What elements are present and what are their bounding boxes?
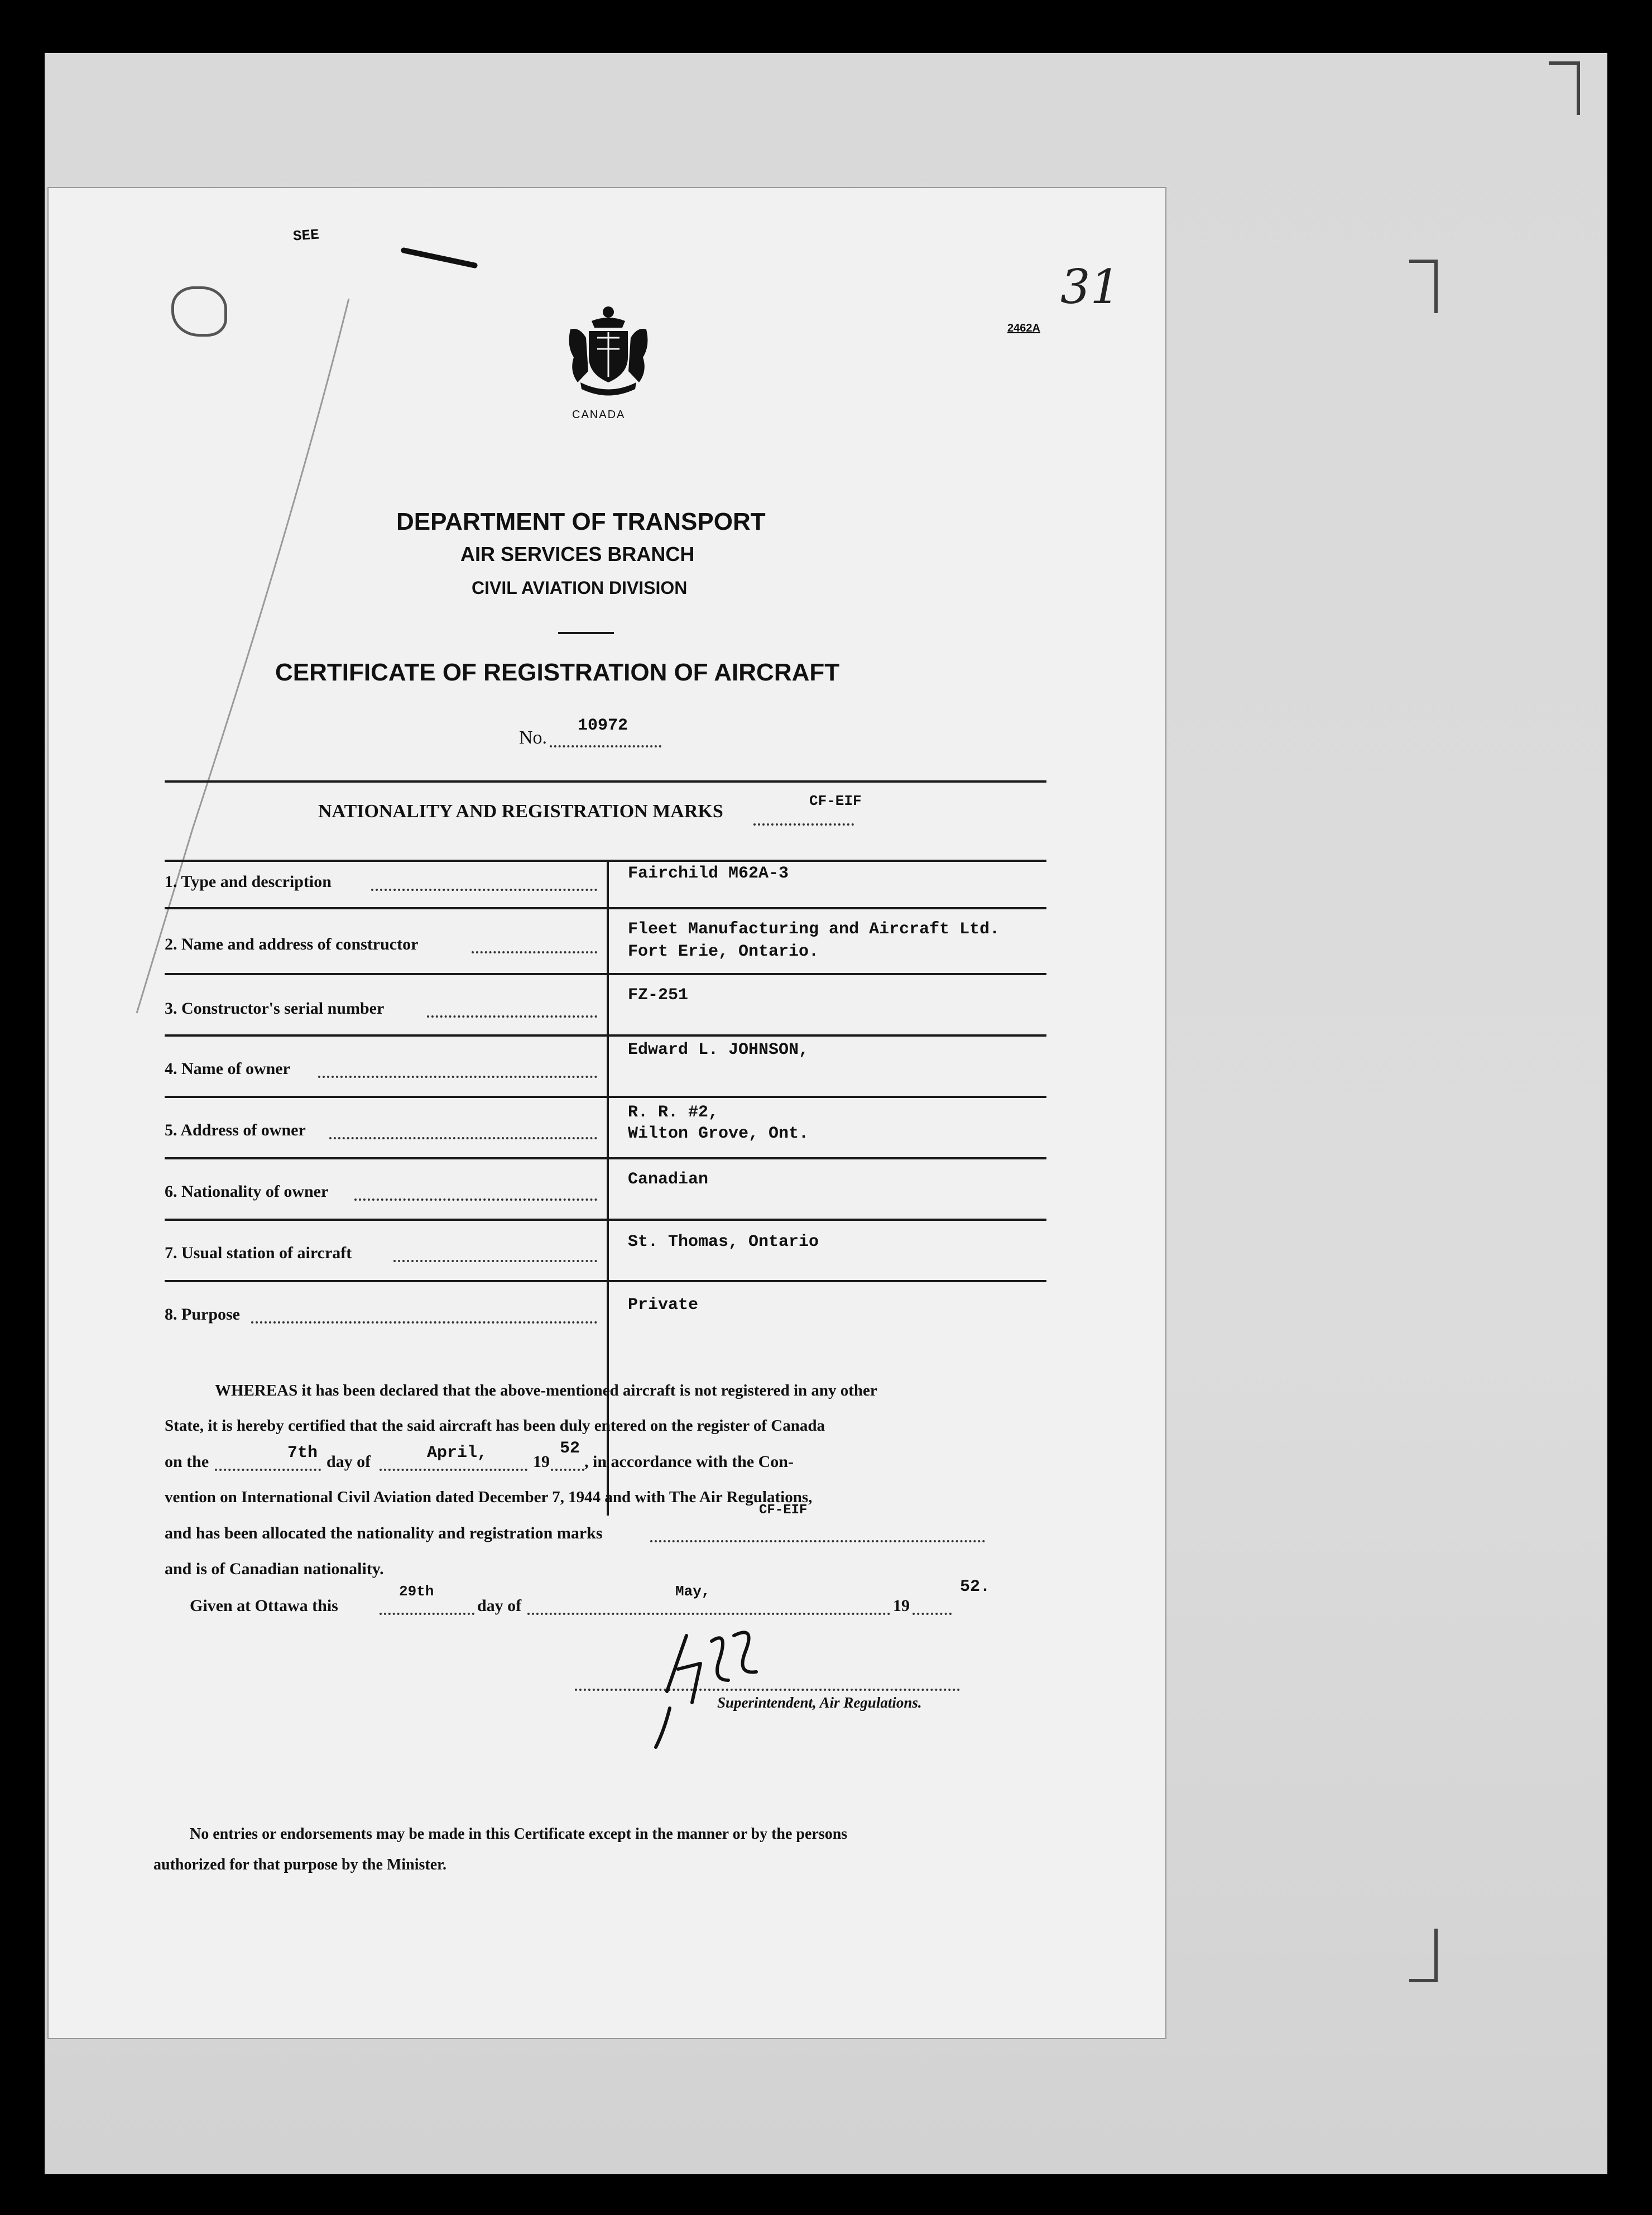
row-value-owner-address: R. R. #2, <box>628 1103 719 1122</box>
form-number: 2462A <box>1007 322 1040 334</box>
row-value-nationality: Canadian <box>628 1170 709 1189</box>
title-divider <box>558 632 614 634</box>
country-label: CANADA <box>572 409 626 421</box>
branch-title: AIR SERVICES BRANCH <box>460 543 695 565</box>
row-dots <box>393 1260 597 1262</box>
row-label-constructor: 2. Name and address of constructor <box>165 935 419 953</box>
given-century: 19 <box>893 1596 910 1615</box>
registration-month: April, <box>427 1444 488 1463</box>
given-dayof: day of <box>477 1596 522 1615</box>
body-dots-marks <box>650 1540 985 1542</box>
row-label-purpose: 8. Purpose <box>165 1305 240 1324</box>
row-dots <box>354 1198 597 1201</box>
certificate-title: CERTIFICATE OF REGISTRATION OF AIRCRAFT <box>275 659 840 686</box>
given-dots-year <box>913 1613 952 1615</box>
row-value-type: Fairchild M62A-3 <box>628 864 789 883</box>
row-label-owner: 4. Name of owner <box>165 1059 290 1078</box>
row-rule <box>165 1034 1046 1037</box>
body-line-3-prefix: on the <box>165 1452 209 1471</box>
row-rule <box>165 1157 1046 1159</box>
file-number: 31 <box>1060 260 1120 314</box>
marks-top-rule <box>165 780 1046 783</box>
body-line-3-suffix: , in accordance with the Con- <box>584 1452 794 1471</box>
body-line-5: and has been allocated the nationality and registration marks <box>165 1524 603 1542</box>
given-dots-day <box>380 1613 474 1615</box>
given-prefix: Given at Ottawa this <box>190 1596 338 1615</box>
row-label-type: 1. Type and description <box>165 872 332 891</box>
given-dots-month <box>527 1613 890 1615</box>
pen-stroke <box>400 247 478 269</box>
marks-bottom-rule <box>165 860 1046 862</box>
row-label-owner-address: 5. Address of owner <box>165 1121 306 1139</box>
row-dots <box>427 1015 597 1018</box>
allocated-marks: CF-EIF <box>759 1503 808 1518</box>
body-line-3-century: 19 <box>533 1452 550 1471</box>
row-dots <box>318 1076 597 1078</box>
registration-year: 52 <box>560 1439 580 1458</box>
given-day: 29th <box>399 1583 434 1600</box>
row-label-station: 7. Usual station of aircraft <box>165 1244 352 1262</box>
registration-day: 7th <box>287 1444 318 1463</box>
footer-line-2: authorized for that purpose by the Minister. <box>153 1856 446 1873</box>
number-label: No. <box>519 727 548 748</box>
row-value-serial: FZ-251 <box>628 986 689 1005</box>
marks-value: CF-EIF <box>809 793 862 809</box>
department-title: DEPARTMENT OF TRANSPORT <box>396 508 766 535</box>
row-label-serial: 3. Constructor's serial number <box>165 999 385 1018</box>
row-value-constructor-2: Fort Erie, Ontario. <box>628 942 819 961</box>
signature-mark <box>645 1619 790 1758</box>
row-dots <box>472 951 597 953</box>
row-dots <box>371 889 597 891</box>
row-value-owner-address-2: Wilton Grove, Ont. <box>628 1124 809 1143</box>
marks-label: NATIONALITY AND REGISTRATION MARKS <box>318 801 723 822</box>
body-line-4: vention on International Civil Aviation dated December 7, 1944 and with The Air Regulations, <box>165 1488 813 1506</box>
coat-of-arms-icon <box>564 304 653 402</box>
marks-dots <box>753 823 854 826</box>
row-rule <box>165 1219 1046 1221</box>
crop-mark-middle <box>1409 260 1438 313</box>
body-dots-month <box>380 1469 527 1471</box>
row-rule <box>165 973 1046 975</box>
body-line-6: and is of Canadian nationality. <box>165 1560 384 1578</box>
row-rule <box>165 1280 1046 1282</box>
body-line-1: WHEREAS it has been declared that the above-mentioned aircraft is not registered in any other <box>215 1382 877 1399</box>
row-rule <box>165 1096 1046 1098</box>
row-dots <box>251 1321 597 1324</box>
footer-line-1: No entries or endorsements may be made in this Certificate except in the manner or by the persons <box>190 1825 848 1843</box>
given-month: May, <box>675 1583 710 1600</box>
row-value-owner: Edward L. JOHNSON, <box>628 1041 809 1059</box>
number-dots <box>550 745 661 747</box>
crop-mark-top <box>1549 61 1580 115</box>
row-value-constructor: Fleet Manufacturing and Aircraft Ltd. <box>628 920 1000 939</box>
certificate-sheet <box>47 187 1166 2039</box>
signature-title: Superintendent, Air Regulations. <box>717 1694 922 1711</box>
row-value-purpose: Private <box>628 1296 699 1315</box>
row-dots <box>329 1137 597 1139</box>
row-label-nationality: 6. Nationality of owner <box>165 1182 329 1201</box>
row-rule <box>165 907 1046 909</box>
body-dots-year <box>551 1469 584 1471</box>
body-line-2: State, it is hereby certified that the said aircraft has been duly entered on the register of Canada <box>165 1417 825 1435</box>
crop-mark-bottom <box>1409 1929 1438 1982</box>
body-line-3-dayof: day of <box>326 1452 371 1471</box>
certificate-number: 10972 <box>578 716 628 735</box>
division-title: CIVIL AVIATION DIVISION <box>472 578 688 598</box>
body-dots-day <box>215 1469 321 1471</box>
corner-mark: SEE <box>292 226 320 245</box>
row-value-station: St. Thomas, Ontario <box>628 1233 819 1252</box>
given-year: 52. <box>960 1578 991 1596</box>
